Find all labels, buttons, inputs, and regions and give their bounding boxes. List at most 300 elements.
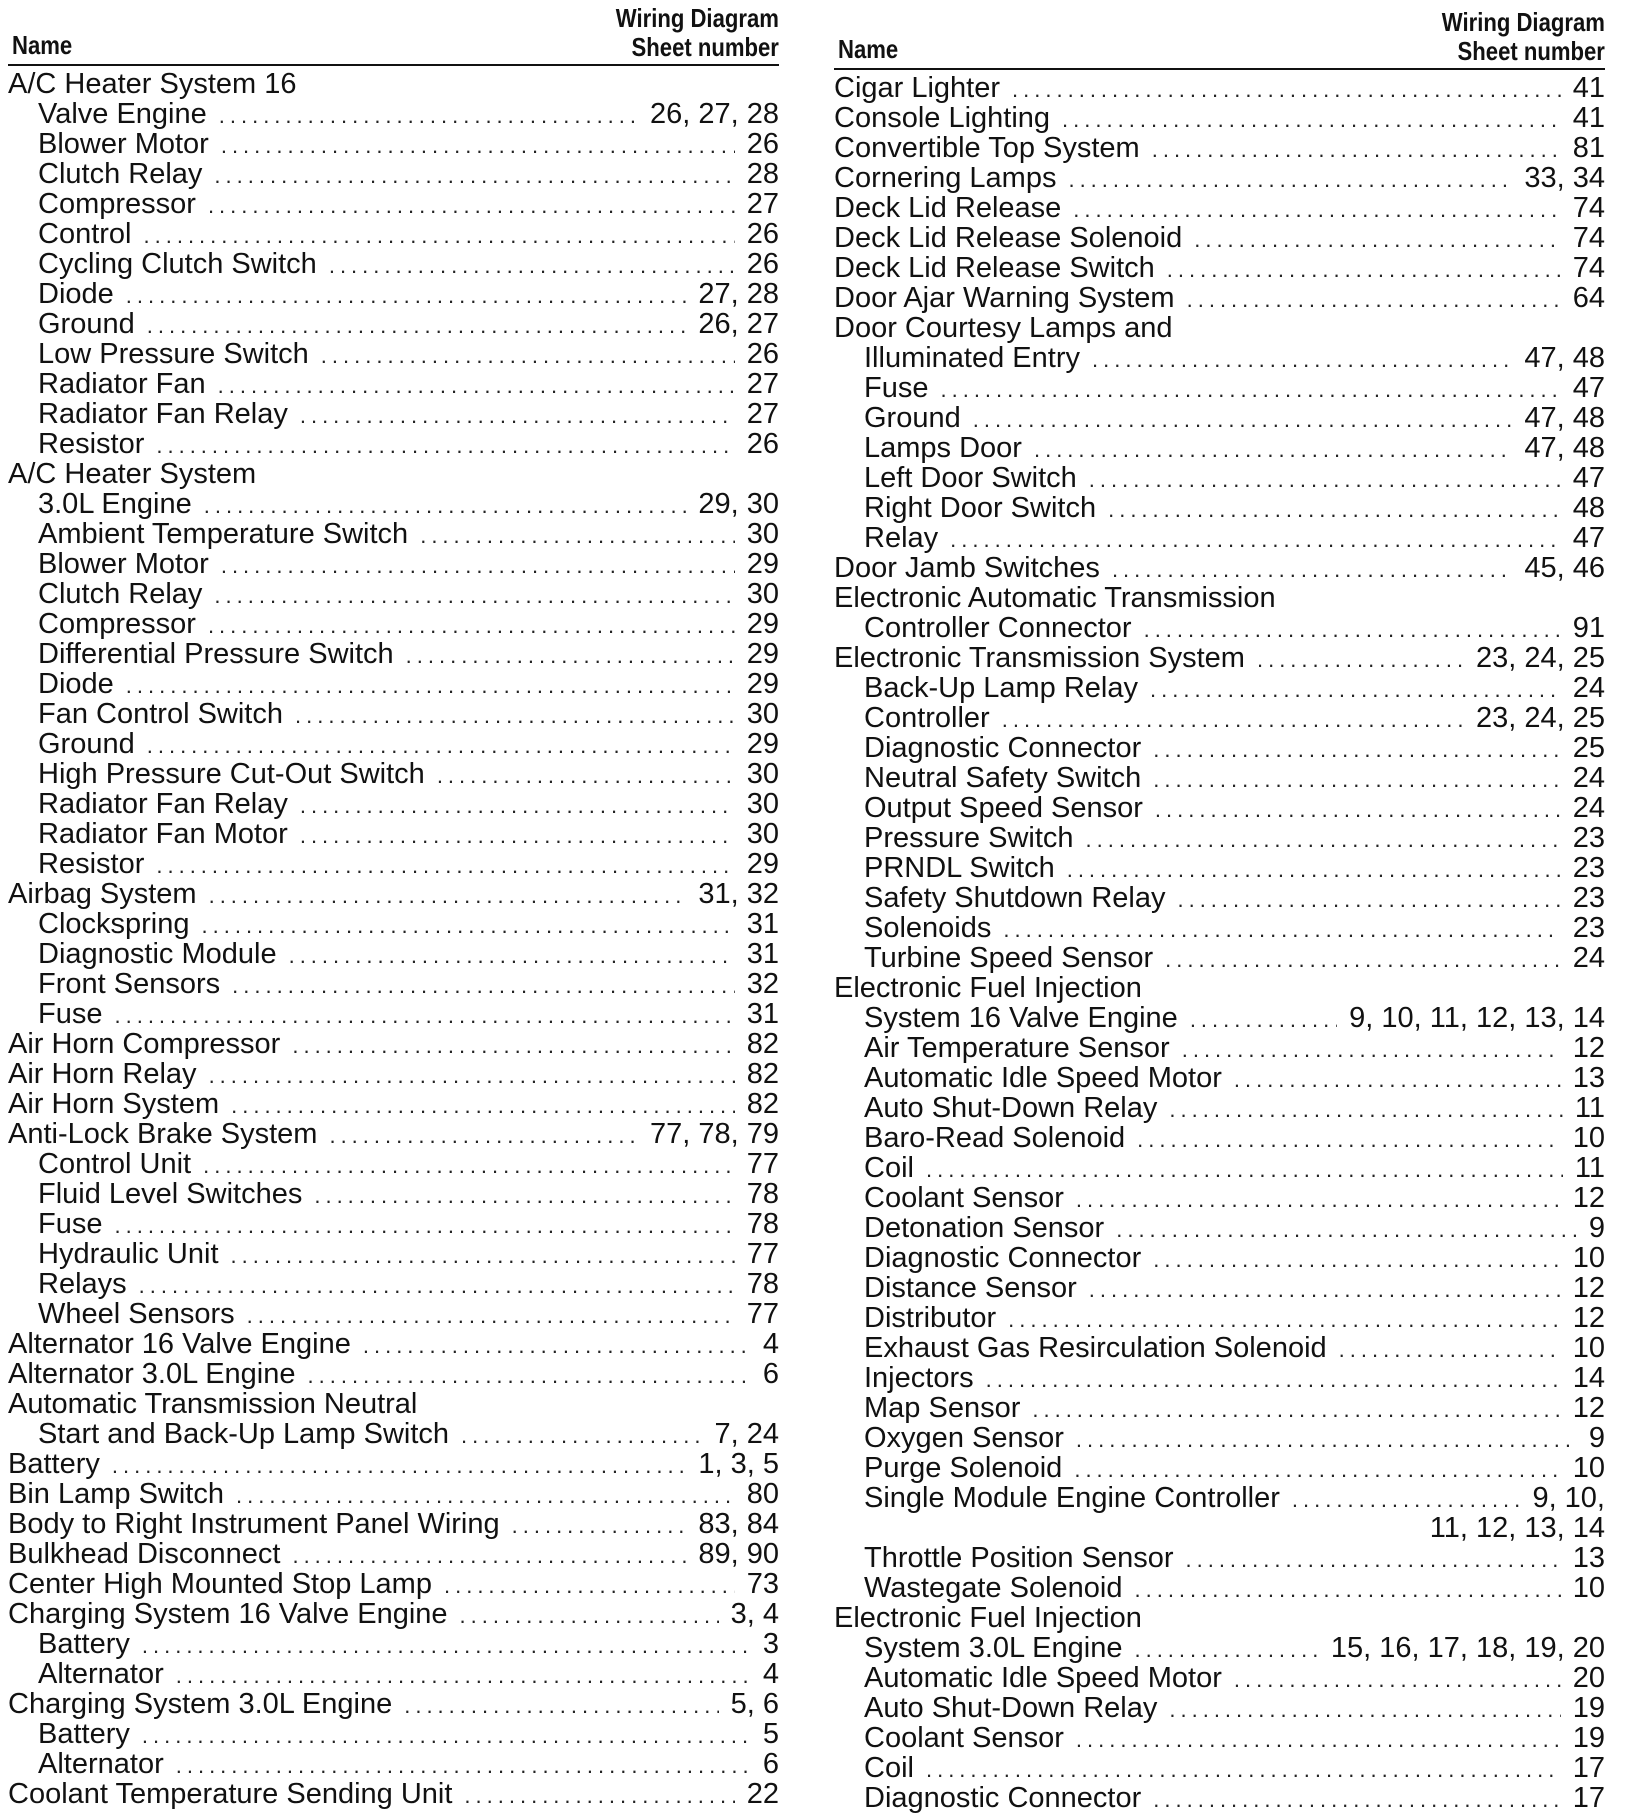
index-entry <box>834 1783 1605 1813</box>
index-entry <box>834 823 1605 853</box>
entry-name: Illuminated Entry <box>864 342 1080 374</box>
entry-name: Airbag System <box>8 878 197 910</box>
index-entry <box>8 369 779 399</box>
entry-sheet-numbers: 12 <box>1572 1302 1605 1334</box>
entry-name: Automatic Transmission Neutral <box>8 1388 418 1420</box>
dot-leader <box>1068 163 1512 193</box>
entry-name: Ground <box>38 728 135 760</box>
dot-leader <box>1169 1693 1560 1723</box>
entry-sheet-numbers: 12 <box>1572 1272 1605 1304</box>
header-sheet-label <box>616 4 779 62</box>
dot-leader <box>114 1209 734 1239</box>
entry-sheet-numbers: 73 <box>746 1568 779 1600</box>
dot-leader <box>1008 1303 1561 1333</box>
index-entry <box>834 973 1605 1003</box>
dot-leader <box>1234 1663 1561 1693</box>
index-entry <box>8 1419 779 1449</box>
index-entry <box>834 1213 1605 1243</box>
entry-sheet-numbers: 47, 48 <box>1524 402 1605 434</box>
index-entry <box>8 1029 779 1059</box>
entry-sheet-numbers: 29 <box>746 668 779 700</box>
index-entry <box>834 1363 1605 1393</box>
index-entry <box>834 1753 1605 1783</box>
entry-name: Valve Engine <box>38 98 207 130</box>
dot-leader <box>1153 1243 1560 1273</box>
index-entry <box>834 613 1605 643</box>
left-index-column <box>8 0 779 1809</box>
entry-name: Air Horn Compressor <box>8 1028 281 1060</box>
index-entry <box>8 1719 779 1749</box>
entry-name: Convertible Top System <box>834 132 1140 164</box>
dot-leader <box>1153 763 1561 793</box>
index-entry <box>8 219 779 249</box>
entry-sheet-numbers: 12 <box>1572 1392 1605 1424</box>
entry-sheet-numbers: 41 <box>1572 102 1605 134</box>
entry-sheet-numbers: 6 <box>762 1748 779 1780</box>
dot-leader <box>236 1479 735 1509</box>
entry-sheet-numbers: 78 <box>746 1208 779 1240</box>
dot-leader <box>1062 103 1561 133</box>
index-entry <box>8 759 779 789</box>
entry-name: Charging System 16 Valve Engine <box>8 1598 448 1630</box>
entry-sheet-numbers: 15, 16, 17, 18, 19, 20 <box>1330 1632 1605 1664</box>
entry-sheet-numbers: 78 <box>746 1178 779 1210</box>
entry-sheet-numbers: 24 <box>1572 762 1605 794</box>
dot-leader <box>329 1119 638 1149</box>
entry-name: Fuse <box>38 998 103 1030</box>
dot-leader <box>1032 1393 1560 1423</box>
entry-name: Differential Pressure Switch <box>38 638 394 670</box>
dot-leader <box>1152 133 1561 163</box>
index-entry <box>8 129 779 159</box>
dot-leader <box>1089 1273 1561 1303</box>
index-entry <box>8 459 779 489</box>
dot-leader <box>461 1419 702 1449</box>
dot-leader <box>1112 553 1512 583</box>
index-entry <box>834 1063 1605 1093</box>
entry-sheet-numbers: 23 <box>1572 852 1605 884</box>
index-entry <box>8 549 779 579</box>
index-entry <box>834 133 1605 163</box>
entry-sheet-numbers: 24 <box>1572 792 1605 824</box>
entry-name: Automatic Idle Speed Motor <box>864 1062 1222 1094</box>
entry-sheet-numbers: 9, 10, 11, 12, 13, 14 <box>1349 1002 1605 1034</box>
entry-sheet-numbers: 13 <box>1572 1542 1605 1574</box>
entry-name: Bin Lamp Switch <box>8 1478 224 1510</box>
entry-name: Coolant Temperature Sending Unit <box>8 1778 453 1810</box>
entry-name: Alternator 3.0L Engine <box>8 1358 296 1390</box>
dot-leader <box>295 699 735 729</box>
entry-sheet-numbers: 83, 84 <box>698 1508 779 1540</box>
entry-sheet-numbers: 10 <box>1572 1242 1605 1274</box>
dot-leader <box>321 339 735 369</box>
dot-leader <box>214 579 734 609</box>
index-entry <box>8 609 779 639</box>
entry-name: Body to Right Instrument Panel Wiring <box>8 1508 500 1540</box>
index-entry <box>8 1659 779 1689</box>
entry-name: Solenoids <box>864 912 992 944</box>
index-entry <box>834 643 1605 673</box>
entry-name: Controller <box>864 702 990 734</box>
dot-leader <box>986 1363 1561 1393</box>
entry-name: System 16 Valve Engine <box>864 1002 1178 1034</box>
entry-name: Turbine Speed Sensor <box>864 942 1154 974</box>
dot-leader <box>231 1239 735 1269</box>
dot-leader <box>1003 913 1560 943</box>
entry-sheet-numbers: 12 <box>1572 1032 1605 1064</box>
entry-sheet-numbers: 11 <box>1574 1152 1605 1184</box>
entry-sheet-numbers: 74 <box>1572 222 1605 254</box>
entry-name: Fluid Level Switches <box>38 1178 303 1210</box>
index-entry <box>8 1179 779 1209</box>
entry-sheet-numbers: 26 <box>746 128 779 160</box>
entry-name: Alternator <box>38 1658 164 1690</box>
entry-name: Air Temperature Sensor <box>864 1032 1170 1064</box>
entry-name: Electronic Fuel Injection <box>834 972 1142 1004</box>
dot-leader <box>460 1599 719 1629</box>
entry-sheet-numbers: 3, 4 <box>730 1598 779 1630</box>
index-entry <box>8 1359 779 1389</box>
entry-name: Map Sensor <box>864 1392 1021 1424</box>
entry-name: Fuse <box>38 1208 103 1240</box>
dot-leader <box>142 1629 751 1659</box>
index-entry <box>8 639 779 669</box>
entry-sheet-numbers: 4 <box>762 1328 779 1360</box>
entry-name: Front Sensors <box>38 968 221 1000</box>
dot-leader <box>156 429 734 459</box>
index-entry <box>834 1483 1605 1513</box>
index-entry <box>8 1509 779 1539</box>
entry-name: 3.0L Engine <box>38 488 192 520</box>
index-entry <box>8 399 779 429</box>
entry-name: Bulkhead Disconnect <box>8 1538 281 1570</box>
entry-sheet-numbers: 82 <box>746 1028 779 1060</box>
index-entry <box>834 493 1605 523</box>
entry-name: Alternator 16 Valve Engine <box>8 1328 351 1360</box>
dot-leader <box>363 1329 751 1359</box>
entry-sheet-numbers: 31 <box>746 938 779 970</box>
entry-name: Auto Shut-Down Relay <box>864 1692 1158 1724</box>
entry-name: Battery <box>8 1448 100 1480</box>
dot-leader <box>1177 883 1560 913</box>
entry-sheet-numbers: 47, 48 <box>1524 432 1605 464</box>
entry-name: Resistor <box>38 428 145 460</box>
entry-name: Control <box>38 218 132 250</box>
dot-leader <box>1086 823 1561 853</box>
index-entry <box>834 1183 1605 1213</box>
index-entry <box>8 909 779 939</box>
entry-sheet-numbers: 26 <box>746 338 779 370</box>
entry-name: Clutch Relay <box>38 578 203 610</box>
index-entry <box>8 189 779 219</box>
dot-leader <box>926 1153 1563 1183</box>
index-entry <box>8 849 779 879</box>
entry-sheet-numbers: 48 <box>1572 492 1605 524</box>
entry-sheet-numbers: 89, 90 <box>698 1538 779 1570</box>
entry-sheet-numbers: 19 <box>1572 1692 1605 1724</box>
entry-sheet-numbers: 5 <box>762 1718 779 1750</box>
index-entry <box>834 1273 1605 1303</box>
entry-sheet-numbers: 10 <box>1572 1122 1605 1154</box>
index-entry <box>8 1599 779 1629</box>
dot-leader <box>406 639 735 669</box>
entry-sheet-numbers: 5, 6 <box>730 1688 779 1720</box>
entry-name: Oxygen Sensor <box>864 1422 1064 1454</box>
index-entry <box>834 73 1605 103</box>
index-entry <box>834 883 1605 913</box>
index-entry <box>8 1329 779 1359</box>
index-entry <box>8 699 779 729</box>
dot-leader <box>1067 853 1561 883</box>
index-entry <box>834 1693 1605 1723</box>
entry-sheet-numbers: 82 <box>746 1088 779 1120</box>
entry-name: System 3.0L Engine <box>864 1632 1123 1664</box>
header-sheet-line1: Wiring Diagram <box>1441 7 1605 37</box>
entry-name: Diode <box>38 668 114 700</box>
dot-leader <box>176 1659 751 1689</box>
dot-leader <box>940 373 1560 403</box>
entry-sheet-numbers: 78 <box>746 1268 779 1300</box>
header-name-label: Name <box>838 34 899 64</box>
dot-leader <box>218 369 735 399</box>
index-entry <box>834 1723 1605 1753</box>
index-entry <box>8 1449 779 1479</box>
entry-sheet-numbers: 13 <box>1572 1062 1605 1094</box>
dot-leader <box>209 1059 735 1089</box>
dot-leader <box>1257 643 1464 673</box>
dot-leader <box>1165 943 1561 973</box>
dot-leader <box>126 669 735 699</box>
entry-sheet-numbers: 77 <box>746 1238 779 1270</box>
dot-leader <box>289 939 735 969</box>
index-entry <box>8 1479 779 1509</box>
index-entry <box>834 463 1605 493</box>
entry-name: Deck Lid Release Switch <box>834 252 1155 284</box>
index-entry <box>8 1119 779 1149</box>
index-entry <box>834 1513 1605 1543</box>
entry-name: Radiator Fan <box>38 368 206 400</box>
dot-leader <box>202 909 735 939</box>
entry-sheet-numbers: 27 <box>746 398 779 430</box>
dot-leader <box>1012 73 1561 103</box>
entry-sheet-numbers: 74 <box>1572 192 1605 224</box>
entry-sheet-numbers: 1, 3, 5 <box>698 1448 779 1480</box>
index-entry <box>8 999 779 1029</box>
dot-leader <box>1034 433 1512 463</box>
entry-name: Coolant Sensor <box>864 1722 1064 1754</box>
index-entry <box>834 1243 1605 1273</box>
index-entry <box>834 1423 1605 1453</box>
index-entry <box>834 1543 1605 1573</box>
dot-leader <box>926 1753 1561 1783</box>
entry-name: Console Lighting <box>834 102 1051 134</box>
dot-leader <box>142 1719 751 1749</box>
entry-name: Door Ajar Warning System <box>834 282 1175 314</box>
dot-leader <box>231 1089 735 1119</box>
header-sheet-line1: Wiring Diagram <box>615 3 779 33</box>
dot-leader <box>1076 1183 1561 1213</box>
column-header <box>834 0 1605 70</box>
entry-name: Cornering Lamps <box>834 162 1057 194</box>
entry-name: Auto Shut-Down Relay <box>864 1092 1158 1124</box>
dot-leader <box>1185 1543 1560 1573</box>
dot-leader <box>292 1539 686 1569</box>
entry-name: Air Horn System <box>8 1088 220 1120</box>
entry-name: Exhaust Gas Resirculation Solenoid <box>864 1332 1327 1364</box>
entry-sheet-numbers: 9 <box>1588 1212 1605 1244</box>
entry-name: Fan Control Switch <box>38 698 283 730</box>
index-entry <box>834 313 1605 343</box>
entry-sheet-numbers: 77 <box>746 1298 779 1330</box>
entry-sheet-numbers: 31 <box>746 998 779 1030</box>
dot-leader <box>464 1779 734 1809</box>
entry-name: Cycling Clutch Switch <box>38 248 317 280</box>
entry-sheet-numbers: 29 <box>746 638 779 670</box>
dot-leader <box>1092 343 1512 373</box>
entry-sheet-numbers: 77 <box>746 1148 779 1180</box>
index-entry <box>8 819 779 849</box>
entry-name: Compressor <box>38 188 196 220</box>
index-entry <box>834 373 1605 403</box>
index-entry <box>8 489 779 519</box>
entry-name: Left Door Switch <box>864 462 1077 494</box>
dot-leader <box>1137 1123 1561 1153</box>
index-entry <box>8 1779 779 1809</box>
index-entry <box>834 1453 1605 1483</box>
entry-name: Clutch Relay <box>38 158 203 190</box>
entry-name: Ground <box>38 308 135 340</box>
entry-name: Single Module Engine Controller <box>864 1482 1280 1514</box>
index-entry <box>8 159 779 189</box>
entry-name: Diagnostic Connector <box>864 732 1142 764</box>
index-entry <box>834 103 1605 133</box>
dot-leader <box>221 549 735 579</box>
dot-leader <box>1190 1003 1337 1033</box>
index-entry <box>8 1389 779 1419</box>
entry-sheet-numbers: 11, 12, 13, 14 <box>1429 1512 1605 1544</box>
dot-leader <box>1292 1483 1521 1513</box>
dot-leader <box>214 159 734 189</box>
left-index-entries <box>8 69 779 1809</box>
entry-name: Door Courtesy Lamps and <box>834 312 1173 344</box>
index-entry <box>8 1089 779 1119</box>
entry-name: Wastegate Solenoid <box>864 1572 1123 1604</box>
header-sheet-line2: Sheet number <box>1457 36 1605 66</box>
index-entry <box>834 1603 1605 1633</box>
entry-name: Cigar Lighter <box>834 72 1001 104</box>
index-entry <box>834 523 1605 553</box>
entry-sheet-numbers: 64 <box>1572 282 1605 314</box>
entry-name: Ground <box>864 402 961 434</box>
entry-name: Resistor <box>38 848 145 880</box>
dot-leader <box>950 523 1561 553</box>
dot-leader <box>308 1359 751 1389</box>
entry-name: Electronic Transmission System <box>834 642 1245 674</box>
entry-sheet-numbers: 23, 24, 25 <box>1476 702 1605 734</box>
index-entry <box>8 1629 779 1659</box>
dot-leader <box>1187 283 1561 313</box>
index-entry <box>8 1689 779 1719</box>
dot-leader <box>444 1569 735 1599</box>
entry-sheet-numbers: 30 <box>746 518 779 550</box>
dot-leader <box>1169 1093 1563 1123</box>
index-entry <box>8 1149 779 1179</box>
entry-name: Baro-Read Solenoid <box>864 1122 1126 1154</box>
entry-name: Air Horn Relay <box>8 1058 197 1090</box>
index-entry <box>834 733 1605 763</box>
dot-leader <box>147 309 687 339</box>
index-entry <box>834 1033 1605 1063</box>
entry-name: Battery <box>38 1718 130 1750</box>
entry-sheet-numbers: 27 <box>746 368 779 400</box>
entry-sheet-numbers: 24 <box>1572 942 1605 974</box>
dot-leader <box>1108 493 1561 523</box>
entry-sheet-numbers: 82 <box>746 1058 779 1090</box>
entry-sheet-numbers: 26 <box>746 218 779 250</box>
entry-sheet-numbers: 91 <box>1572 612 1605 644</box>
entry-sheet-numbers: 30 <box>746 698 779 730</box>
entry-sheet-numbers: 10 <box>1572 1332 1605 1364</box>
dot-leader <box>420 519 735 549</box>
index-entry <box>834 1123 1605 1153</box>
index-entry <box>834 853 1605 883</box>
entry-name: Detonation Sensor <box>864 1212 1105 1244</box>
index-entry <box>8 339 779 369</box>
index-entry <box>834 403 1605 433</box>
index-entry <box>834 253 1605 283</box>
index-entry <box>834 1153 1605 1183</box>
entry-sheet-numbers: 23 <box>1572 912 1605 944</box>
dot-leader <box>204 489 687 519</box>
dot-leader <box>314 1179 734 1209</box>
dot-leader <box>208 609 735 639</box>
index-entry <box>834 1303 1605 1333</box>
dot-leader <box>144 219 735 249</box>
index-entry <box>834 1663 1605 1693</box>
entry-name: Coil <box>864 1752 914 1784</box>
index-entry <box>8 579 779 609</box>
entry-name: A/C Heater System <box>8 458 257 490</box>
index-entry <box>8 249 779 279</box>
dot-leader <box>1076 1423 1577 1453</box>
dot-leader <box>209 879 687 909</box>
entry-name: Diagnostic Connector <box>864 1242 1142 1274</box>
entry-sheet-numbers: 29 <box>746 608 779 640</box>
dot-leader <box>208 189 735 219</box>
index-entry <box>8 69 779 99</box>
entry-sheet-numbers: 29 <box>746 728 779 760</box>
entry-sheet-numbers: 9 <box>1588 1422 1605 1454</box>
entry-name: Low Pressure Switch <box>38 338 309 370</box>
index-entry <box>834 703 1605 733</box>
entry-name: Back-Up Lamp Relay <box>864 672 1138 704</box>
entry-name: Diagnostic Module <box>38 938 277 970</box>
dot-leader <box>1002 703 1464 733</box>
index-entry <box>834 283 1605 313</box>
dot-leader <box>114 999 734 1029</box>
index-entry <box>834 583 1605 613</box>
entry-name: Diagnostic Connector <box>864 1782 1142 1814</box>
entry-name: Electronic Fuel Injection <box>834 1602 1142 1634</box>
entry-sheet-numbers: 26 <box>746 248 779 280</box>
entry-name: Ambient Temperature Switch <box>38 518 409 550</box>
dot-leader <box>1182 1033 1561 1063</box>
dot-leader <box>1153 1783 1560 1813</box>
entry-sheet-numbers: 28 <box>746 158 779 190</box>
index-entry <box>8 99 779 129</box>
entry-name: Wheel Sensors <box>38 1298 235 1330</box>
index-entry <box>834 1633 1605 1663</box>
